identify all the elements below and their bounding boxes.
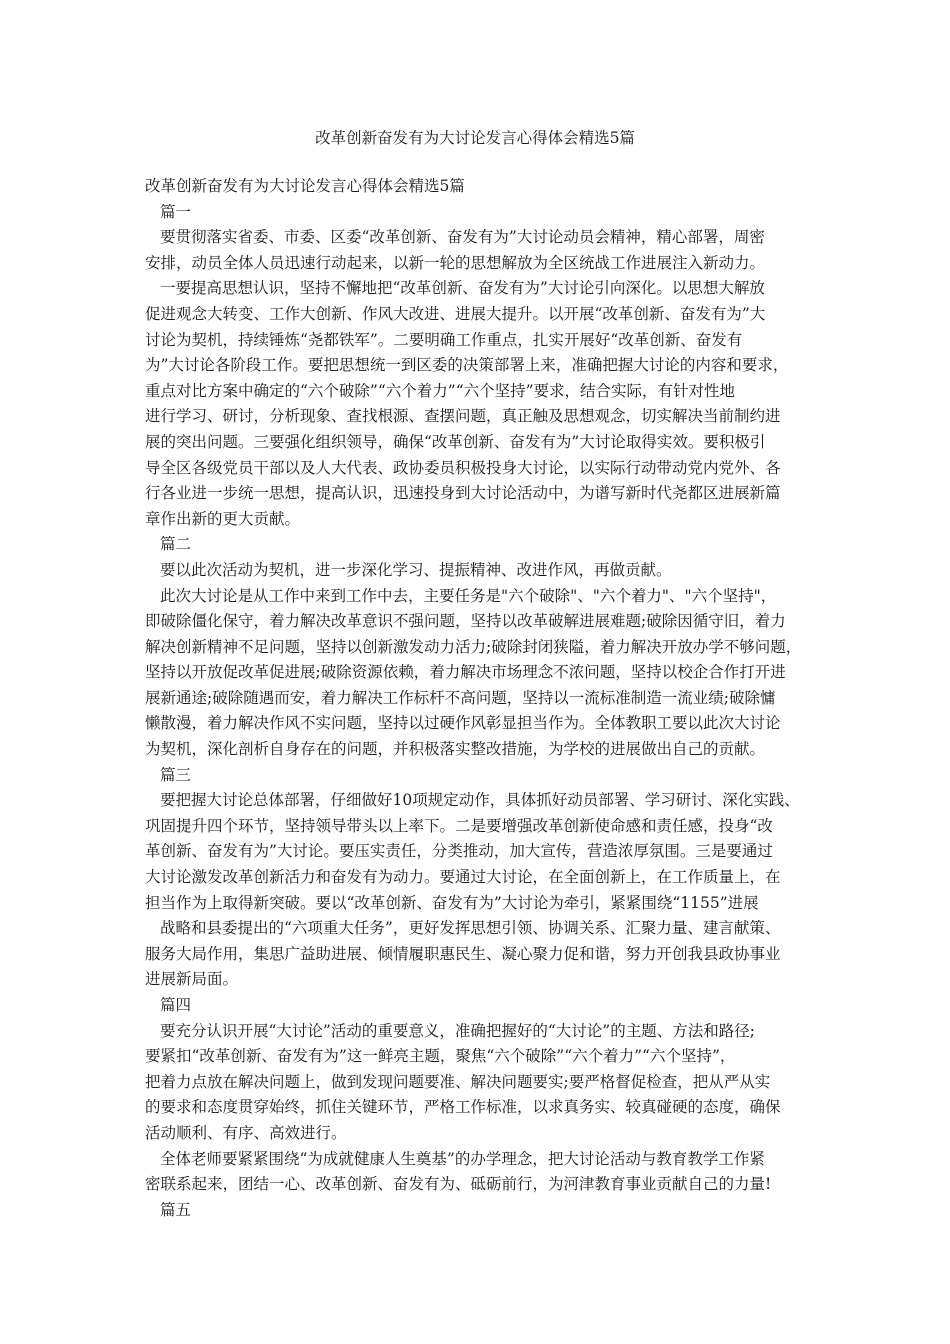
text-line: 展新通途;破除随遇而安，着力解决工作标杆不高问题，坚持以一流标准制造一流业绩;破除慵 (145, 688, 776, 707)
text-line: 战略和县委提出的“六项重大任务”，更好发挥思想引领、协调关系、汇聚力量、建言献策、 (160, 919, 781, 938)
text-line: 展的突出问题。三要强化组织领导，确保“改革创新、奋发有为”大讨论取得实效。要积极引 (145, 432, 766, 451)
text-line: 要充分认识开展“大讨论”活动的重要意义，准确把握好的“大讨论”的主题、方法和路径; (160, 1021, 755, 1040)
text-line: 进展新局面。 (145, 970, 239, 989)
text-line: 担当作为上取得新突破。要以“改革创新、奋发有为”大讨论为牵引，紧紧围绕“1155”进展 (145, 893, 759, 912)
section-heading: 篇五 (160, 1200, 192, 1219)
text-line: 服务大局作用，集思广益助进展、倾情履职惠民生、凝心聚力促和谐，努力开创我县政协事业 (145, 944, 781, 963)
text-line: 讨论为契机，持续锤炼“尧都铁军”。二要明确工作重点，扎实开展好“改革创新、奋发有 (145, 330, 743, 349)
text-line: 为”大讨论各阶段工作。要把思想统一到区委的决策部署上来，准确把握大讨论的内容和要求， (145, 356, 789, 375)
text-line: 巩固提升四个环节，坚持领导带头以上率下。二是要增强改革创新使命感和责任感，投身“改 (145, 816, 773, 835)
text-line: 促进观念大转变、工作大创新、作风大改进、进展大提升。以开展“改革创新、奋发有为”大 (145, 304, 766, 323)
text-line: 要紧扣“改革创新、奋发有为”这一鲜亮主题，聚焦“六个破除”“六个着力”“六个坚持”， (145, 1047, 736, 1066)
text-line: 把着力点放在解决问题上，做到发现问题要准、解决问题要实;要严格督促检查，把从严从实 (145, 1072, 771, 1091)
document-title: 改革创新奋发有为大讨论发言心得体会精选5篇 (315, 129, 635, 147)
text-line: 为契机，深化剖析自身存在的问题，并积极落实整改措施，为学校的进展做出自己的贡献。 (145, 740, 766, 759)
text-line: 章作出新的更大贡献。 (145, 509, 301, 528)
text-line: 进行学习、研讨，分析现象、查找根源、查摆问题，真正触及思想观念，切实解决当前制约进 (145, 407, 781, 426)
text-line: 要贯彻落实省委、市委、区委“改革创新、奋发有为”大讨论动员会精神，精心部署，周密 (160, 228, 765, 247)
text-line: 懒散漫，着力解决作风不实问题，坚持以过硬作风彰显担当作为。全体教职工要以此次大讨论 (145, 714, 781, 733)
text-line: 活动顺利、有序、高效进行。 (145, 1123, 347, 1142)
text-line: 大讨论激发改革创新活力和奋发有为动力。要通过大讨论，在全面创新上，在工作质量上，在 (145, 868, 781, 887)
text-line: 革创新、奋发有为”大讨论。要压实责任，分类推动，加大宣传，营造浓厚氛围。三是要通过 (145, 842, 773, 861)
text-line: 安排，动员全体人员迅速行动起来，以新一轮的思想解放为全区统战工作进展注入新动力。 (145, 253, 766, 272)
text-line: 全体老师要紧紧围绕“为成就健康人生奠基”的办学理念，把大讨论活动与教育教学工作紧 (160, 1149, 765, 1168)
section-heading: 篇四 (160, 996, 192, 1014)
document-body (145, 174, 813, 1223)
text-line: 重点对比方案中确定的“六个破除”“六个着力”“六个坚持”要求，结合实际，有针对性地 (145, 381, 736, 400)
text-line: 行各业进一步统一思想，提高认识，迅速投身到大讨论活动中，为谱写新时代尧都区进展新篇 (145, 484, 781, 503)
text-line: 此次大讨论是从工作中来到工作中去，主要任务是"六个破除"、"六个着力"、"六个坚持"， (160, 586, 777, 605)
text-line: 的要求和态度贯穿始终，抓住关键环节，严格工作标准，以求真务实、较真碰硬的态度，确保 (145, 1098, 781, 1117)
section-heading: 篇一 (160, 202, 192, 221)
text-line: 坚持以开放促改革促进展;破除资源依赖，着力解决市场理念不浓问题，坚持以校企合作打开进 (145, 663, 786, 682)
section-heading: 篇二 (160, 535, 192, 554)
text-line: 一要提高思想认识，坚持不懈地把“改革创新、奋发有为”大讨论引向深化。以思想大解放 (160, 279, 765, 298)
text-line: 密联系起来，团结一心、改革创新、奋发有为、砥砺前行，为河津教育事业贡献自己的力量! (145, 1175, 772, 1194)
section-heading: 篇三 (160, 765, 192, 784)
text-line: 即破除僵化保守，着力解决改革意识不强问题，坚持以改革破解进展难题;破除因循守旧，着力 (145, 612, 786, 631)
text-line: 要以此次活动为契机，进一步深化学习、提振精神、改进作风，再做贡献。 (160, 560, 672, 579)
document-subtitle: 改革创新奋发有为大讨论发言心得体会精选5篇 (145, 177, 465, 195)
text-line: 要把握大讨论总体部署，仔细做好10项规定动作，具体抓好动员部署、学习研讨、深化实践、 (160, 791, 800, 810)
text-line: 解决创新精神不足问题，坚持以创新激发动力活力;破除封闭狭隘，着力解决开放办学不够问题， (145, 637, 802, 656)
text-line: 导全区各级党员干部以及人大代表、政协委员积极投身大讨论，以实际行动带动党内党外、各 (145, 458, 781, 477)
